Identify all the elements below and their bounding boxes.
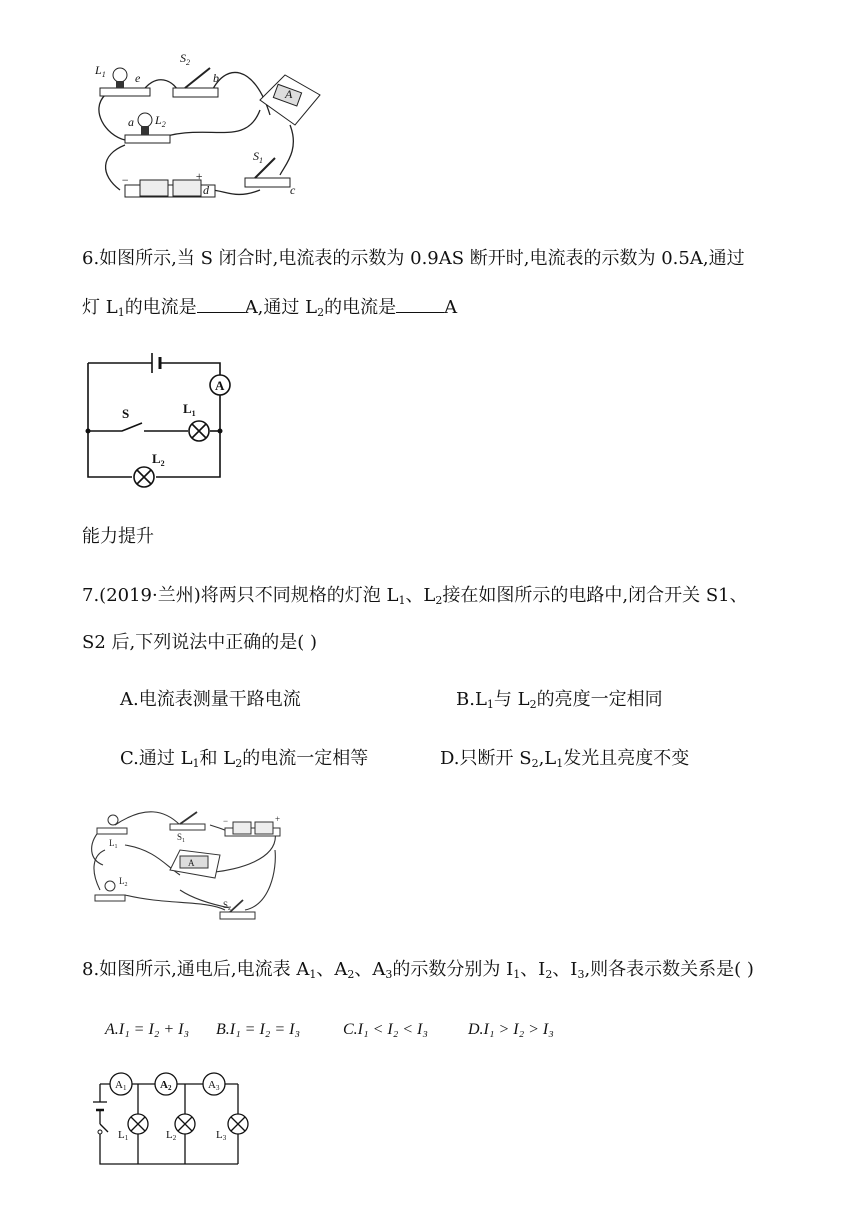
q6-blank-1[interactable] bbox=[197, 294, 245, 313]
fig1-l2-label: $L_2$ bbox=[155, 113, 166, 129]
q8-fig-l2-label: L2 bbox=[166, 1129, 177, 1142]
q7-fig-s1-label: $S_1$ bbox=[177, 832, 186, 844]
fig1-minus-label: − bbox=[121, 173, 130, 187]
q7-option-d[interactable] bbox=[440, 747, 689, 776]
q6-mid3: 的电流是 bbox=[324, 297, 397, 318]
q6-sub2: 2 bbox=[317, 306, 325, 319]
q7-d-end: 发光且亮度不变 bbox=[563, 748, 690, 769]
q7-option-c[interactable] bbox=[120, 747, 368, 776]
q7-fig-s2-label: $S_2$ bbox=[223, 900, 232, 912]
q7-c-prefix: C.通过 L bbox=[120, 748, 193, 769]
figure-circuit-q8 bbox=[90, 1072, 250, 1172]
q6-ammeter-label: A bbox=[215, 378, 225, 393]
q8-fig-l1-label: L1 bbox=[118, 1129, 129, 1142]
q7-fig-l1-label: $L_1$ bbox=[109, 838, 118, 850]
q7-fig-l2-label: $L_2$ bbox=[119, 876, 128, 888]
q6-l1-label: $L_1$ bbox=[183, 401, 196, 418]
q6-sub1: 1 bbox=[117, 306, 125, 319]
q7-fig-ammeter-label: A bbox=[188, 858, 195, 868]
fig1-a-label: a bbox=[128, 115, 134, 129]
q7-b-sub2: 2 bbox=[529, 698, 537, 711]
q7-c-mid: 和 L bbox=[199, 748, 236, 769]
figure-circuit-q7 bbox=[85, 800, 285, 930]
q7-b-prefix: B.L bbox=[456, 689, 487, 710]
q8-prefix: 8.如图所示,通电后,电流表 A bbox=[82, 959, 310, 980]
q6-blank-2[interactable] bbox=[396, 294, 444, 313]
figure-circuit-q6 bbox=[80, 345, 240, 495]
fig1-l1-label: $L_1$ bbox=[95, 63, 106, 79]
q8-option-d[interactable]: D.I₁ > I₂ > I₃ bbox=[468, 1021, 554, 1038]
q8-fig-l3-label: L3 bbox=[216, 1129, 227, 1142]
q7-b-mid: 与 L bbox=[493, 689, 530, 710]
q8-option-b[interactable]: B.I₁ = I₂ = I₃ bbox=[216, 1021, 301, 1038]
q7-fig-minus-label: − bbox=[223, 816, 229, 826]
q7-option-a[interactable]: A.电流表测量干路电流 bbox=[120, 689, 301, 710]
q8-i2: 2 bbox=[545, 968, 553, 981]
fig1-d-label: d bbox=[203, 183, 209, 197]
q7-sub2: 2 bbox=[435, 594, 443, 607]
q8-fig-a1-label: A1 bbox=[115, 1079, 127, 1092]
q7-line1 bbox=[82, 584, 748, 613]
q7-rest: 接在如图所示的电路中,闭合开关 S1、 bbox=[442, 585, 748, 606]
q7-option-b[interactable] bbox=[456, 688, 663, 717]
q7-prefix: 7.(2019·兰州)将两只不同规格的灯泡 L bbox=[82, 585, 399, 606]
q8-a1: 1 bbox=[309, 968, 317, 981]
q6-l2-label: $L_2$ bbox=[152, 451, 165, 468]
q7-d-sub2: 1 bbox=[556, 757, 564, 770]
q6-line1: 6.如图所示,当 S 闭合时,电流表的示数为 0.9AS 断开时,电流表的示数为 0.5A,通过 bbox=[82, 248, 745, 269]
q7-c-sub1: 1 bbox=[192, 757, 200, 770]
q7-c-end: 的电流一定相等 bbox=[242, 748, 369, 769]
q8-option-c[interactable]: C.I₁ < I₂ < I₃ bbox=[343, 1021, 428, 1038]
q6-mid1: 的电流是 bbox=[124, 297, 197, 318]
q8-a3: 3 bbox=[385, 968, 393, 981]
section-heading: 能力提升 bbox=[82, 526, 154, 547]
q7-d-mid: ,L bbox=[538, 748, 557, 769]
q6-l2-prefix: 灯 L bbox=[82, 297, 118, 318]
q8-mid: 的示数分别为 I bbox=[392, 959, 514, 980]
q8-fig-a3-label: A3 bbox=[208, 1079, 220, 1092]
q8-s2: 、A bbox=[354, 959, 386, 980]
q7-sub1: 1 bbox=[398, 594, 406, 607]
q7-sep: 、L bbox=[405, 585, 436, 606]
q6-line2 bbox=[82, 294, 457, 325]
q6-s-label: S bbox=[122, 406, 130, 421]
q7-b-sub1: 1 bbox=[486, 698, 494, 711]
q8-s1: 、A bbox=[316, 959, 348, 980]
q8-a2: 2 bbox=[347, 968, 355, 981]
q8-i1: 1 bbox=[513, 968, 521, 981]
fig1-s2-label: $S_2$ bbox=[180, 51, 190, 67]
fig1-e-label: e bbox=[135, 71, 141, 85]
fig1-s1-label: $S_1$ bbox=[253, 149, 263, 165]
figure-circuit-physical-1 bbox=[85, 40, 325, 210]
q8-s3: 、I bbox=[520, 959, 546, 980]
q8-line1 bbox=[82, 958, 754, 987]
q8-end: ,则各表示数关系是( ) bbox=[584, 959, 754, 980]
q7-line2: S2 后,下列说法中正确的是( ) bbox=[82, 632, 317, 653]
q7-d-prefix: D.只断开 S bbox=[440, 748, 532, 769]
q7-fig-plus-label: + bbox=[275, 814, 281, 824]
q8-i3: 3 bbox=[577, 968, 585, 981]
fig1-plus-label: + bbox=[195, 169, 204, 183]
fig1-c-label: c bbox=[290, 183, 296, 197]
q7-b-end: 的亮度一定相同 bbox=[536, 689, 663, 710]
fig1-ammeter-label: A bbox=[285, 87, 293, 101]
q6-mid2: A,通过 L bbox=[244, 297, 318, 318]
fig1-b-label: b bbox=[213, 71, 219, 85]
q8-fig-a2-label: A2 bbox=[160, 1079, 172, 1092]
q6-end: A bbox=[444, 297, 458, 318]
q7-c-sub2: 2 bbox=[235, 757, 243, 770]
q8-s4: 、I bbox=[552, 959, 578, 980]
q8-option-a[interactable]: A.I₁ = I₂ + I₃ bbox=[105, 1021, 190, 1038]
q7-d-sub1: 2 bbox=[531, 757, 539, 770]
